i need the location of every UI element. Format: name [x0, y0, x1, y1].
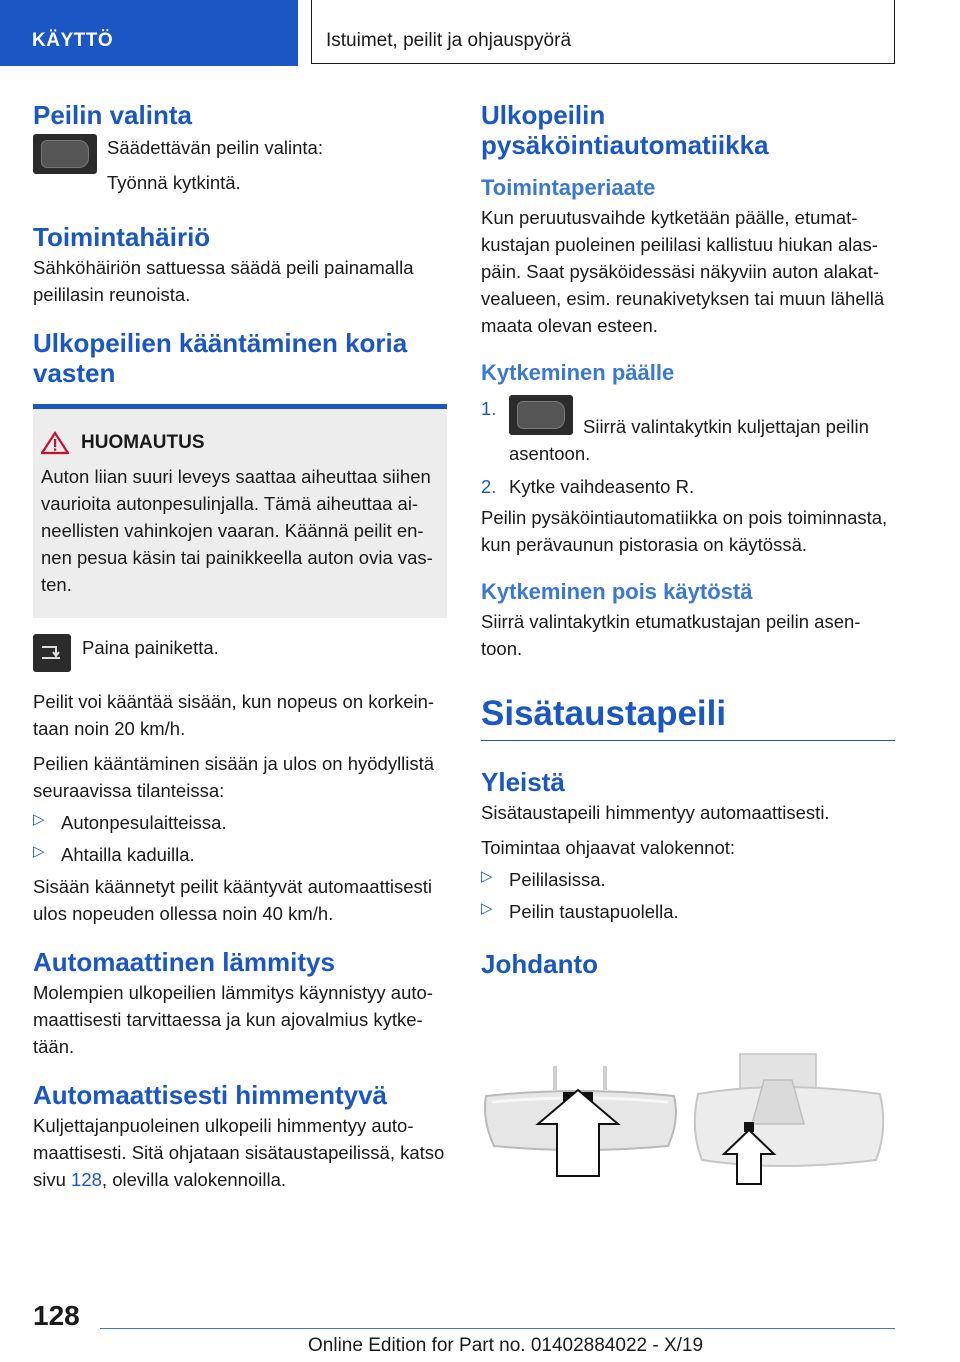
heading-switch-off: Kytkeminen pois käytöstä [481, 579, 753, 604]
section-title: KÄYTTÖ [32, 30, 114, 51]
dimming-text: Kuljettajanpuoleinen ulkopeili himmentyy auto-maattisesti. Sitä ohjataan sisätaustapeilissä, katso sivu 128, olevilla valokennoilla. [33, 1115, 445, 1190]
sensors-intro: Toimintaa ohjaavat valokennot: [481, 837, 736, 858]
list-item: ▷ Ahtailla kaduilla. [33, 841, 447, 868]
list-item: 2. Kytke vaihdeasento R. [481, 476, 695, 497]
list-item: ▷ Autonpesulaitteissa. [33, 809, 447, 836]
mirror-selector-switch-icon [33, 134, 97, 174]
mirror-selector-switch-icon [509, 395, 573, 435]
warning-box [33, 404, 447, 618]
page-number: 128 [33, 1300, 80, 1331]
general-text: Sisätaustapeili himmentyy automaattisesti. [481, 802, 830, 823]
chapter-tab [311, 0, 895, 64]
heating-text: Molempien ulkopeilien lämmitys käynnistyy auto-maattisesti tarvittaessa ja kun ajovalmius kytke-tään. [33, 982, 433, 1057]
heading-heating: Automaattinen lämmitys [33, 947, 335, 977]
switch-off-text: Siirrä valintakytkin etumatkustajan peilin asen-toon. [481, 611, 861, 659]
page-link[interactable]: 128 [71, 1169, 102, 1190]
heading-folding: Ulkopeilien kääntäminen koria vasten [33, 328, 408, 388]
interior-mirror-illustration [478, 1050, 898, 1190]
warning-icon [41, 431, 69, 455]
heading-mirror-selection: Peilin valinta [33, 100, 192, 130]
press-button-text: Paina painiketta. [82, 637, 219, 658]
left-column [33, 100, 447, 1193]
principle-text: Kun peruutusvaihde kytketään päälle, etumat-kustajan puoleinen peililasi kallistuu hiukan alas-päin. Saat pysäköidessäsi näkyviin auton alakat-vealueen, esim. reunakivetyksen tai muun lähellä maata olevan esteen. [481, 207, 885, 336]
section-tab [0, 0, 298, 66]
fold-useful-text: Peilien kääntäminen sisään ja ulos on hyödyllistä seuraavissa tilanteissa: [33, 753, 435, 801]
heading-introduction: Johdanto [481, 949, 598, 979]
chapter-title: Istuimet, peilit ja ohjauspyörä [326, 30, 572, 51]
section-divider [481, 740, 895, 741]
fold-speed-text: Peilit voi kääntää sisään, kun nopeus on korkein-taan noin 20 km/h. [33, 691, 435, 739]
fold-auto-text: Sisään käännetyt peilit kääntyvät automaattisesti ulos nopeuden ollessa noin 40 km/h. [33, 876, 433, 924]
fold-button-row [33, 634, 447, 672]
warning-text: Auton liian suuri leveys saattaa aiheuttaa siihen vaurioita autonpesulinjalla. Tämä aiheuttaa ai-neellisten vahinkojen vaaran. Käännä peilit en-nen pesua käsin tai painikkeella auton ovia vas-ten. [41, 466, 433, 595]
triangle-bullet-icon: ▷ [481, 868, 493, 885]
list-item: 1. Siirrä valintakytkin kuljettajan peilin asentoon. [481, 395, 895, 467]
heading-parking-automatic: Ulkopeilin pysäköintiautomatiikka [481, 100, 769, 160]
warning-title: HUOMAUTUS [81, 432, 205, 453]
switch-on-note: Peilin pysäköintiautomatiikka on pois toiminnasta, kun perävaunun pistorasia on käytössä. [481, 507, 888, 555]
right-column [481, 100, 895, 979]
footer-divider [100, 1328, 895, 1329]
triangle-bullet-icon: ▷ [481, 900, 493, 917]
heading-dimming: Automaattisesti himmentyvä [33, 1080, 387, 1110]
triangle-bullet-icon: ▷ [33, 843, 45, 860]
fold-button-icon [33, 634, 71, 672]
heading-switch-on: Kytkeminen päälle [481, 360, 675, 385]
heading-principle: Toimintaperiaate [481, 175, 656, 200]
triangle-bullet-icon: ▷ [33, 811, 45, 828]
heading-general: Yleistä [481, 767, 565, 797]
heading-interior-mirror: Sisätaustapeili [481, 694, 727, 733]
malfunction-text: Sähköhäiriön sattuessa säädä peili painamalla peililasin reunoista. [33, 257, 414, 305]
list-item: ▷ Peililasissa. [481, 866, 895, 893]
select-instruction: Säädettävän peilin valinta: [107, 137, 323, 158]
heading-malfunction: Toimintahäiriö [33, 222, 211, 252]
mirror-select-row [33, 134, 447, 196]
select-push: Työnnä kytkintä. [107, 172, 241, 193]
list-item: ▷ Peilin taustapuolella. [481, 898, 895, 925]
edition-text: Online Edition for Part no. 01402884022 - X/19 [308, 1335, 704, 1356]
